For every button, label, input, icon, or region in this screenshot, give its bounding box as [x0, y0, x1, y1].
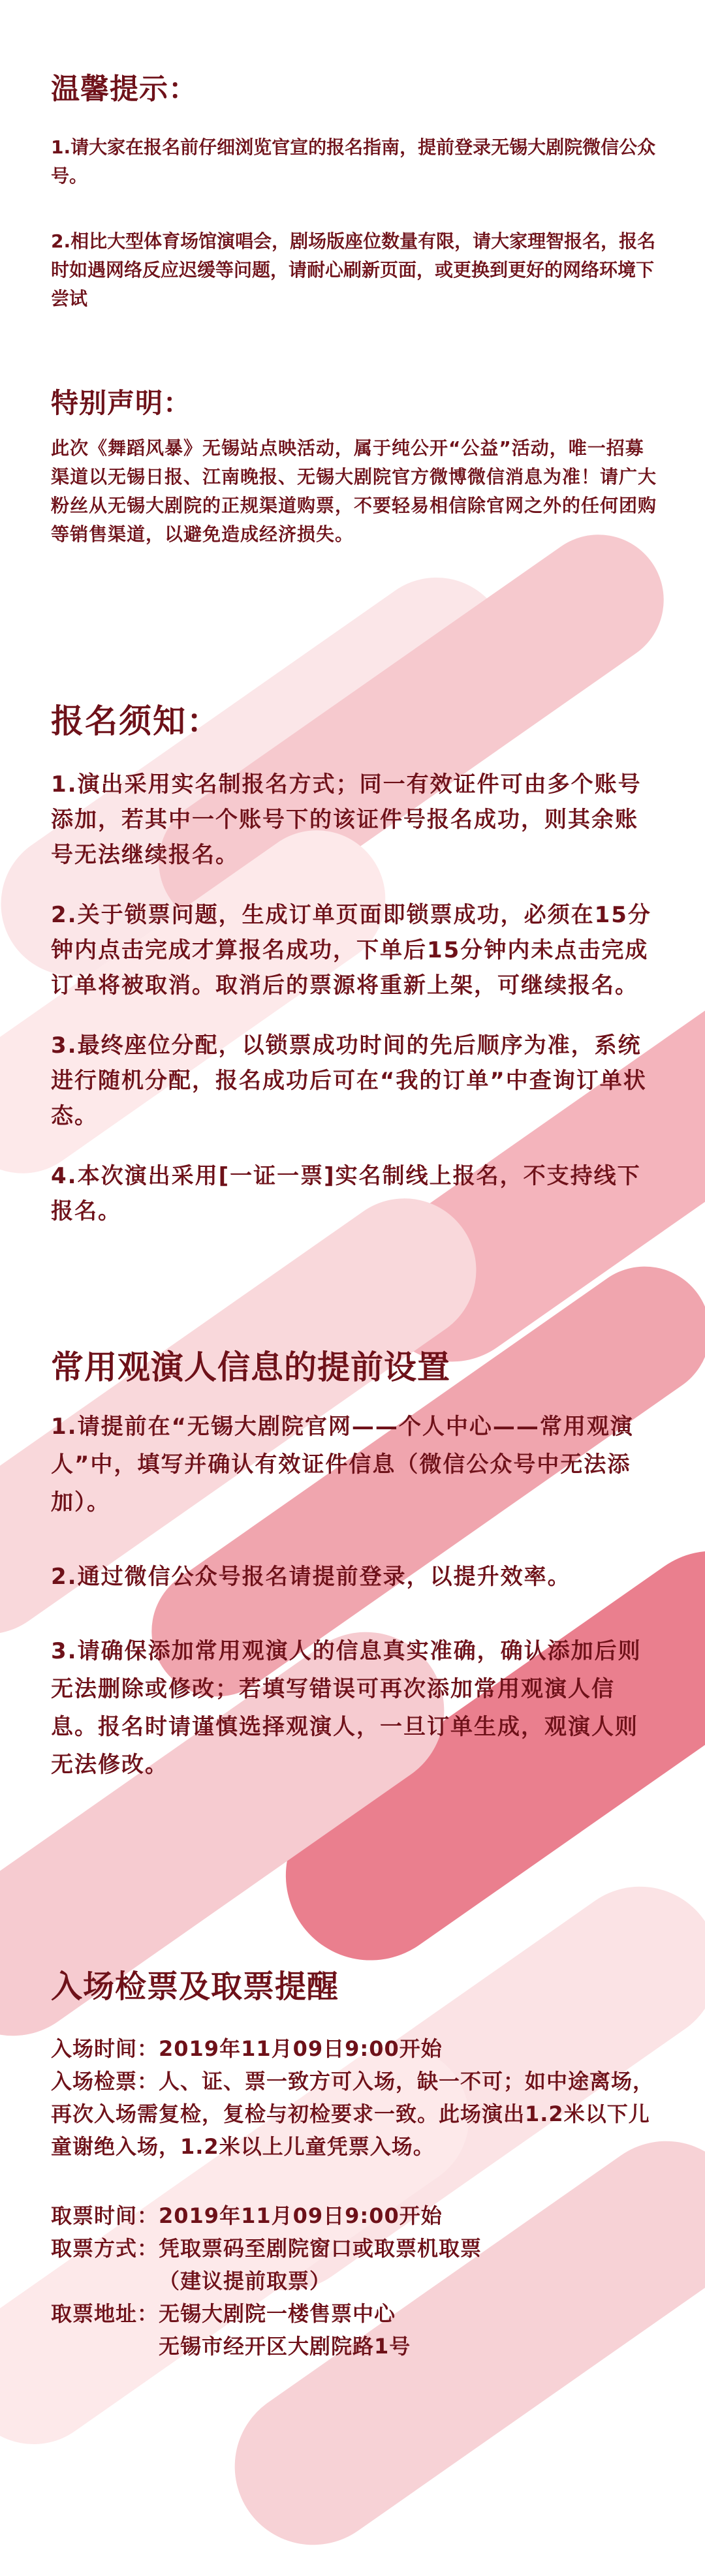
statement-text: 此次《舞蹈风暴》无锡站点映活动，属于纯公开“公益”活动，唯一招募渠道以无锡日报、江南晚报、无锡大剧院官方微博微信消息为准！请广大粉丝从无锡大剧院的正规渠道购票，不要轻易相信除官网之外的任何团购等销售渠道，以避免造成经济损失。: [51, 437, 657, 545]
pickup-method: 取票方式：凭取票码至剧院窗口或取票机取票: [51, 2236, 482, 2261]
notice-item: 3.最终座位分配，以锁票成功时间的先后顺序为准，系统进行随机分配，报名成功后可在“我的订单”中查询订单状态。: [51, 1032, 647, 1129]
tips-section: [51, 65, 658, 313]
entry-section: [51, 1961, 658, 2363]
pickup-time: 取票时间：2019年11月09日9:00开始: [51, 2203, 443, 2228]
pickup-note: （建议提前取票）: [159, 2269, 332, 2293]
tips-title: 温馨提示：: [51, 72, 198, 106]
notice-item: 2.关于锁票问题，生成订单页面即锁票成功，必须在15分钟内点击完成才算报名成功，下单后15分钟内未点击完成订单将被取消。取消后的票源将重新上架，可继续报名。: [51, 902, 651, 999]
audience-section: [51, 1341, 658, 1784]
entry-time: 入场时间：2019年11月09日9:00开始: [51, 2036, 443, 2061]
notice-title: 报名须知：: [51, 702, 221, 740]
statement-section: [51, 382, 658, 549]
audience-item: 3.请确保添加常用观演人的信息真实准确，确认添加后则无法删除或修改；若填写错误可再次添加常用观演人信息。报名时请谨慎选择观演人，一旦订单生成，观演人则无法修改。: [51, 1638, 642, 1778]
pickup-address-line2: 无锡市经开区大剧院路1号: [159, 2334, 411, 2359]
notice-section: [51, 695, 658, 1229]
audience-title: 常用观演人信息的提前设置: [51, 1348, 450, 1386]
notice-item: 1.演出采用实名制报名方式；同一有效证件可由多个账号添加，若其中一个账号下的该证件号报名成功，则其余账号无法继续报名。: [51, 771, 642, 868]
entry-check: 入场检票：人、证、票一致方可入场，缺一不可；如中途离场，再次入场需复检，复检与初检要求一致。此场演出1.2米以下儿童谢绝入场，1.2米以上儿童凭票入场。: [51, 2069, 655, 2159]
entry-title: 入场检票及取票提醒: [51, 1968, 339, 2005]
pickup-address: 取票地址：无锡大剧院一楼售票中心: [51, 2301, 396, 2326]
audience-item: 1.请提前在“无锡大剧院官网——个人中心——常用观演人”中，填写并确认有效证件信息（微信公众号中无法添加）。: [51, 1414, 634, 1515]
tips-item: 1.请大家在报名前仔细浏览官宣的报名指南，提前登录无锡大剧院微信公众号。: [51, 136, 656, 187]
statement-title: 特别声明：: [51, 387, 192, 419]
audience-item: 2.通过微信公众号报名请提前登录，以提升效率。: [51, 1564, 571, 1590]
notice-item: 4.本次演出采用[一证一票]实名制线上报名，不支持线下报名。: [51, 1163, 641, 1224]
tips-item: 2.相比大型体育场馆演唱会，剧场版座位数量有限，请大家理智报名，报名时如遇网络反应迟缓等问题，请耐心刷新页面，或更换到更好的网络环境下尝试: [51, 230, 656, 309]
